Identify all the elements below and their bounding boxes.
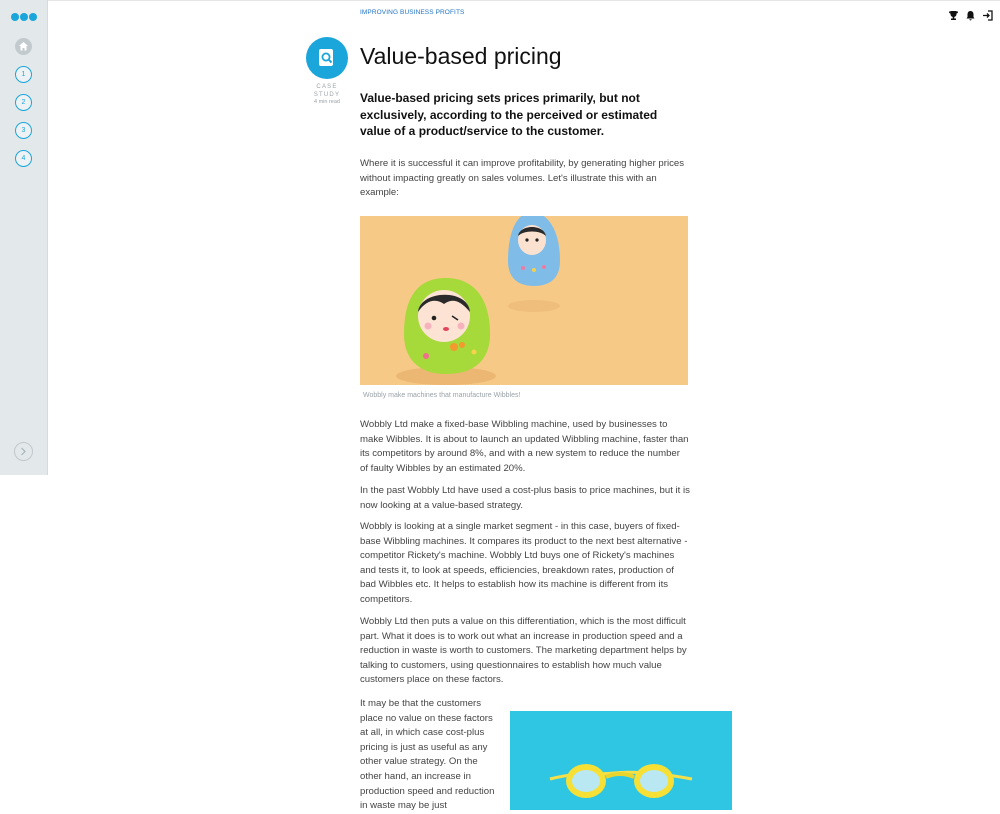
image-caption: Wobbly make machines that manufacture Wibbles! bbox=[363, 392, 521, 399]
top-border bbox=[0, 0, 1000, 1]
body-paragraph-2: In the past Wobbly Ltd have used a cost-plus basis to price machines, but it is now looking at a value-based strategy. bbox=[360, 485, 690, 511]
home-icon[interactable] bbox=[15, 38, 32, 55]
case-study-search-icon bbox=[306, 37, 348, 79]
sidebar-step-3[interactable]: 3 bbox=[15, 122, 32, 139]
intro-paragraph: Where it is successful it can improve profitability, by generating higher prices without impacting greatly on sales volumes. Let's illustrate this with an example: bbox=[360, 158, 685, 199]
bell-icon[interactable] bbox=[965, 8, 976, 19]
sidebar-step-2[interactable]: 2 bbox=[15, 94, 32, 111]
trophy-icon[interactable] bbox=[948, 8, 959, 19]
page-title: Value-based pricing bbox=[360, 43, 562, 69]
sidebar-step-1[interactable]: 1 bbox=[15, 66, 32, 83]
hero-image bbox=[360, 216, 688, 385]
lead-paragraph: Value-based pricing sets prices primarily, but not exclusively, according to the perceived or estimated value of a product/service to the customer. bbox=[360, 91, 658, 138]
sidebar bbox=[0, 0, 48, 475]
read-time: 4 min read bbox=[314, 99, 340, 105]
sidebar-step-4[interactable]: 4 bbox=[15, 150, 32, 167]
logout-icon[interactable] bbox=[982, 8, 993, 19]
goggles-image bbox=[510, 711, 732, 810]
body-paragraph-5: It may be that the customers place no value on these factors at all, in which case cost-plus pricing is just as useful as any other value strategy. On the other hand, an increase in production speed and reduction in waste may be just bbox=[360, 698, 495, 812]
breadcrumb-kicker[interactable]: IMPROVING BUSINESS PROFITS bbox=[360, 9, 465, 16]
body-paragraph-1: Wobbly Ltd make a fixed-base Wibbling machine, used by businesses to make Wibbles. It is about to launch an updated Wibbling machine, faster than its competitors by around 8%, and with a new system to reduce the number of faulty Wibbles by an estimated 20%. bbox=[360, 419, 689, 474]
brand-logo[interactable] bbox=[11, 13, 37, 21]
body-paragraph-3: Wobbly is looking at a single market segment - in this case, buyers of fixed-base Wibbling machines. It compares its product to the next best alternative - competitor Rickety's machine. Wobbly Ltd buys one of Rickety's machines and tests it, to look at speeds, efficiencies, breakdown rates, production of bad Wibbles etc. It helps to establish how its machine is different from its competitors. bbox=[360, 521, 688, 605]
top-toolbar bbox=[948, 8, 994, 20]
chevron-right-icon[interactable] bbox=[14, 442, 33, 461]
body-paragraph-4: Wobbly Ltd then puts a value on this differentiation, which is the most difficult part. What it does is to work out what an increase in production speed and a reduction in waste is worth to customers. The marketing department helps by talking to customers, using questionnaires to establish how much value customers place on these factors. bbox=[360, 616, 687, 686]
badge-label: CASE STUDY bbox=[313, 84, 341, 98]
